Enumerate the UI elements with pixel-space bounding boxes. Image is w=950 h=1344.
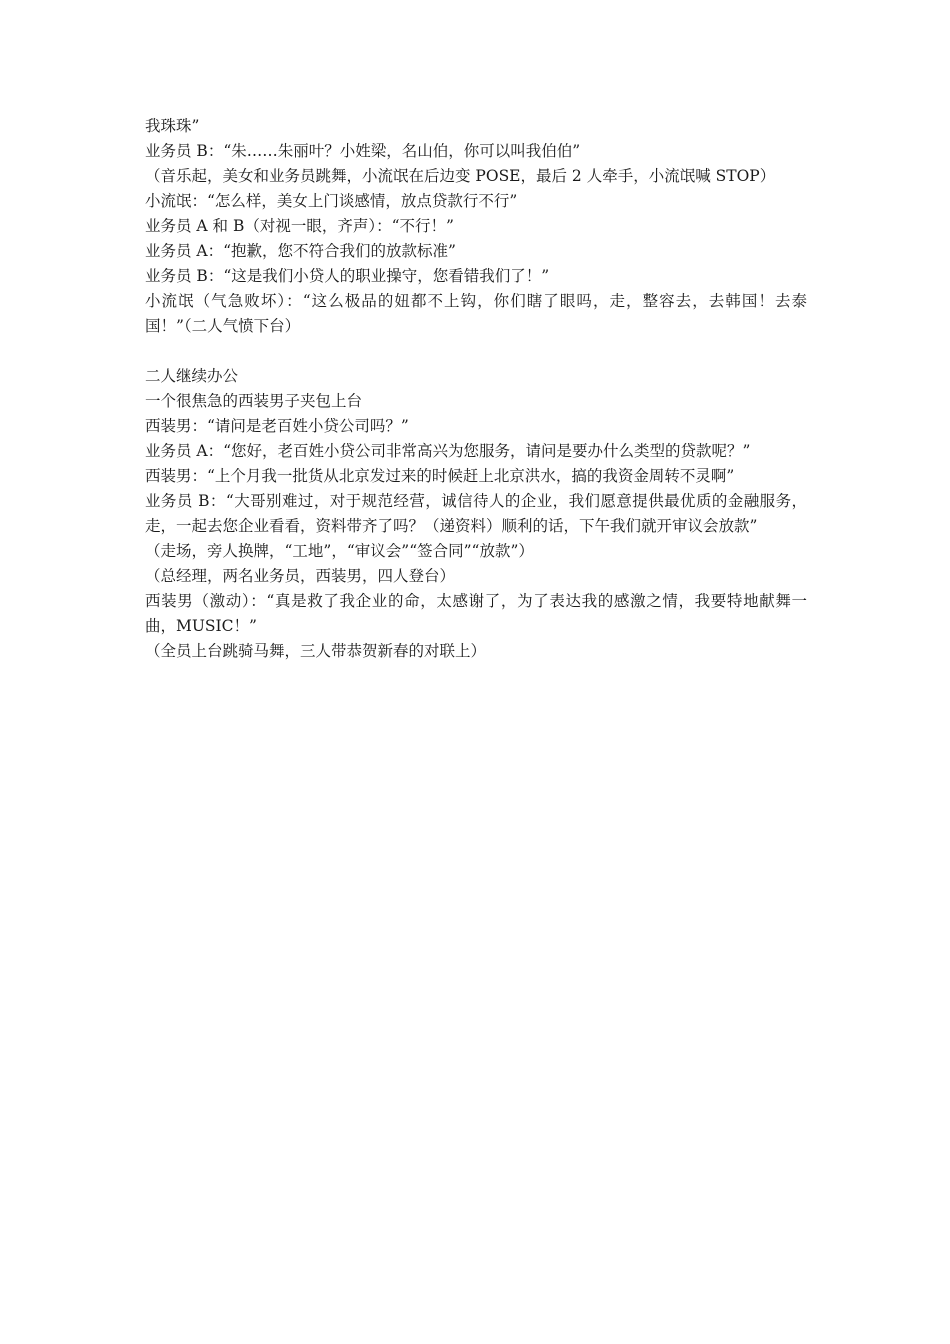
script-line: 我珠珠”: [145, 117, 200, 135]
document-page: [145, 114, 807, 664]
script-line: 业务员 B：“朱……朱丽叶？小姓梁，名山伯，你可以叫我伯伯”: [145, 142, 581, 160]
script-line: 业务员 A：“抱歉，您不符合我们的放款标准”: [145, 242, 456, 260]
script-line: 业务员 A 和 B（对视一眼，齐声）：“不行！”: [145, 217, 454, 235]
script-line: 西装男（激动）：“真是救了我企业的命，太感谢了，为了表达我的感激之情，我要特地献舞一曲，MUSIC！”: [145, 592, 807, 635]
script-line: 小流氓：“怎么样，美女上门谈感情，放点贷款行不行”: [145, 192, 518, 210]
stage-direction: （音乐起，美女和业务员跳舞，小流氓在后边变 POSE，最后 2 人牵手，小流氓喊 STOP）: [145, 167, 776, 185]
script-line: 业务员 B：“大哥别难过，对于规范经营，诚信待人的企业，我们愿意提供最优质的金融服务，走，一起去您企业看看，资料带齐了吗？（递资料）顺利的话，下午我们就开审议会放款”: [145, 492, 807, 535]
script-line: 小流氓（气急败坏）：“这么极品的妞都不上钩，你们瞎了眼吗，走，整容去，去韩国！去泰国！”（二人气愤下台）: [145, 292, 807, 335]
stage-direction: 一个很焦急的西装男子夹包上台: [145, 392, 363, 410]
script-line: 业务员 A：“您好，老百姓小贷公司非常高兴为您服务，请问是要办什么类型的贷款呢？”: [145, 442, 751, 460]
script-line: 西装男：“请问是老百姓小贷公司吗？”: [145, 417, 409, 435]
stage-direction: （总经理，两名业务员，西装男，四人登台）: [145, 567, 456, 585]
stage-direction: （全员上台跳骑马舞，三人带恭贺新春的对联上）: [145, 642, 487, 660]
script-line: 业务员 B：“这是我们小贷人的职业操守，您看错我们了！”: [145, 267, 550, 285]
script-line: 西装男：“上个月我一批货从北京发过来的时候赶上北京洪水，搞的我资金周转不灵啊”: [145, 467, 735, 485]
blank-line: [145, 339, 807, 364]
scene-heading: 二人继续办公: [145, 367, 239, 385]
stage-direction: （走场，旁人换牌，“工地”，“审议会”“签合同”“放款”）: [145, 542, 534, 560]
